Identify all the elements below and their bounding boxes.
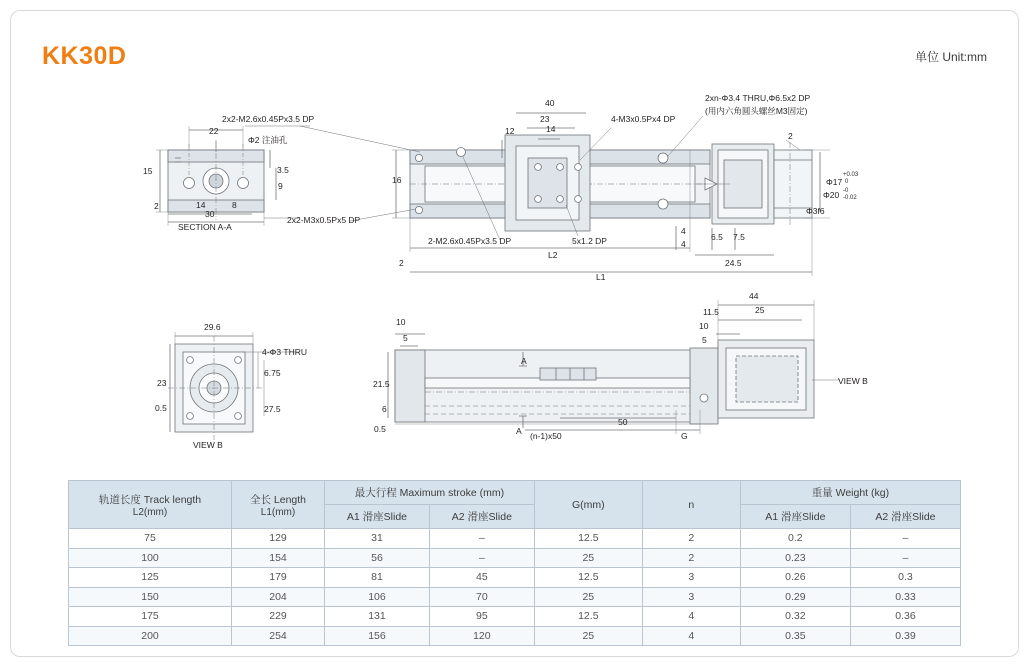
- dim-label: 10: [699, 321, 709, 331]
- specification-table: [68, 480, 961, 646]
- cell-weight-a2: –: [850, 529, 960, 549]
- col-total-length: 全长 Length: [249, 493, 307, 506]
- cell-l2: 175: [69, 607, 232, 627]
- col-g: G(mm): [571, 498, 605, 511]
- table-row: [69, 568, 961, 588]
- col-weight-a2: A2 滑座Slide: [875, 511, 936, 523]
- dim-label: 6.5: [711, 232, 723, 242]
- cell-n: 2: [642, 548, 740, 568]
- dim-label: L2: [548, 250, 558, 260]
- col-stroke-a2: A2 滑座Slide: [451, 511, 512, 523]
- dim-label: 2x2-M2.6x0.45Px3.5 DP: [222, 114, 315, 124]
- cell-g: 12.5: [534, 568, 642, 588]
- section-marker: A: [516, 426, 522, 436]
- dim-label: 2xn-Φ3.4 THRU,Φ6.5x2 DP: [705, 93, 811, 103]
- dim-label: 4: [681, 226, 686, 236]
- cell-stroke-a2: 95: [429, 607, 534, 627]
- view-caption: VIEW B: [838, 376, 868, 386]
- cell-weight-a2: 0.3: [850, 568, 960, 588]
- dim-label: 25: [755, 305, 765, 315]
- cell-l1: 204: [232, 587, 325, 607]
- tolerance-label: -0.02: [843, 195, 857, 201]
- cell-weight-a1: 0.26: [740, 568, 850, 588]
- col-total-length-unit: L1(mm): [260, 506, 296, 518]
- col-weight: 重量 Weight (kg): [811, 487, 890, 499]
- dim-label: Φ2 注油孔: [248, 135, 288, 145]
- col-weight-a1: A1 滑座Slide: [765, 511, 826, 523]
- cell-weight-a1: 0.32: [740, 607, 850, 627]
- dim-label: 8: [232, 200, 237, 210]
- cell-n: 4: [642, 607, 740, 627]
- cell-stroke-a1: 131: [325, 607, 430, 627]
- tolerance-label: 0: [845, 179, 849, 185]
- cell-weight-a2: 0.36: [850, 607, 960, 627]
- col-track-length-unit: L2(mm): [132, 506, 168, 518]
- cell-l1: 254: [232, 626, 325, 646]
- cell-n: 3: [642, 568, 740, 588]
- cell-weight-a2: –: [850, 548, 960, 568]
- table-row: [69, 626, 961, 646]
- cell-stroke-a1: 106: [325, 587, 430, 607]
- dim-label: Φ17: [826, 177, 843, 187]
- dim-label: 4-M3x0.5Px4 DP: [611, 114, 676, 124]
- cell-weight-a1: 0.35: [740, 626, 850, 646]
- dim-label: L1: [596, 272, 606, 282]
- cell-l1: 229: [232, 607, 325, 627]
- table-row: [69, 548, 961, 568]
- dim-label: (用内六角圆头螺丝M3固定): [705, 106, 808, 116]
- dim-label: Φ3f6: [806, 206, 825, 216]
- table-row: [69, 607, 961, 627]
- col-track-length: 轨道长度 Track length: [98, 493, 202, 506]
- dim-label: 40: [545, 98, 555, 108]
- dim-label: 23: [540, 114, 550, 124]
- cell-l2: 200: [69, 626, 232, 646]
- cell-g: 25: [534, 548, 642, 568]
- dim-label: 29.6: [204, 322, 221, 332]
- dim-label: 2: [788, 131, 793, 141]
- cell-n: 2: [642, 529, 740, 549]
- dim-label: 0.5: [155, 403, 167, 413]
- cell-l1: 179: [232, 568, 325, 588]
- cell-stroke-a1: 56: [325, 548, 430, 568]
- dim-label: 21.5: [373, 379, 390, 389]
- view-caption: VIEW B: [193, 440, 223, 450]
- tolerance-label: +0.03: [843, 172, 859, 178]
- cell-weight-a2: 0.33: [850, 587, 960, 607]
- cell-weight-a1: 0.29: [740, 587, 850, 607]
- dim-label: 23: [157, 378, 167, 388]
- cell-n: 4: [642, 626, 740, 646]
- dim-label: 10: [396, 317, 406, 327]
- dim-label: 3.5: [277, 165, 289, 175]
- section-marker: A: [521, 356, 527, 366]
- dim-label: 27.5: [264, 404, 281, 414]
- cell-stroke-a2: 45: [429, 568, 534, 588]
- cell-weight-a1: 0.23: [740, 548, 850, 568]
- cell-l2: 100: [69, 548, 232, 568]
- top-plan-view: [300, 113, 830, 276]
- dim-label: 2: [154, 201, 159, 211]
- dim-label: 22: [209, 126, 219, 136]
- dim-label: (n-1)x50: [530, 431, 562, 441]
- section-caption: SECTION A-A: [178, 222, 232, 232]
- dim-label: 5: [403, 333, 408, 343]
- cell-n: 3: [642, 587, 740, 607]
- cell-stroke-a2: –: [429, 529, 534, 549]
- cell-g: 12.5: [534, 529, 642, 549]
- dim-label: 6.75: [264, 368, 281, 378]
- dim-label: 2: [399, 258, 404, 268]
- dim-label: 2-M2.6x0.45Px3.5 DP: [428, 236, 512, 246]
- cell-l1: 154: [232, 548, 325, 568]
- dim-label: 15: [143, 166, 153, 176]
- col-n: n: [688, 498, 695, 511]
- cell-stroke-a2: –: [429, 548, 534, 568]
- tolerance-label: -0: [843, 188, 849, 194]
- side-elevation-view: [388, 300, 840, 434]
- dim-label: 11.5: [703, 307, 719, 317]
- table-row: [69, 529, 961, 549]
- dim-label: 44: [749, 291, 759, 301]
- cell-l2: 150: [69, 587, 232, 607]
- cell-g: 25: [534, 587, 642, 607]
- unit-note: 单位 Unit:mm: [914, 50, 987, 64]
- cell-stroke-a2: 70: [429, 587, 534, 607]
- dim-label: 6: [382, 404, 387, 414]
- dim-label: 50: [618, 417, 628, 427]
- dim-label: 4-Φ3 THRU: [262, 347, 308, 357]
- dim-label: Φ20: [823, 190, 840, 200]
- dim-label: 2x2-M3x0.5Px5 DP: [287, 215, 361, 225]
- cell-weight-a1: 0.2: [740, 529, 850, 549]
- dim-label: 16: [392, 175, 402, 185]
- cell-g: 25: [534, 626, 642, 646]
- dim-label: 7.5: [733, 232, 745, 242]
- dim-label: 4: [681, 239, 686, 249]
- dim-label: 9: [278, 181, 283, 191]
- dim-label: 24.5: [725, 258, 742, 268]
- cell-l1: 129: [232, 529, 325, 549]
- cell-stroke-a1: 81: [325, 568, 430, 588]
- dim-label: 30: [205, 209, 215, 219]
- dim-label: G: [681, 431, 688, 441]
- cell-weight-a2: 0.39: [850, 626, 960, 646]
- cell-stroke-a2: 120: [429, 626, 534, 646]
- col-max-stroke: 最大行程 Maximum stroke (mm): [354, 487, 505, 499]
- page-title: KK30D: [42, 42, 127, 70]
- dim-label: 12: [505, 126, 515, 136]
- cell-l2: 75: [69, 529, 232, 549]
- cell-stroke-a1: 31: [325, 529, 430, 549]
- dim-label: 14: [196, 200, 206, 210]
- cell-l2: 125: [69, 568, 232, 588]
- table-row: [69, 587, 961, 607]
- dim-label: 5: [702, 335, 707, 345]
- dim-label: 5x1.2 DP: [572, 236, 607, 246]
- cell-g: 12.5: [534, 607, 642, 627]
- dim-label: 0.5: [374, 424, 386, 434]
- cell-stroke-a1: 156: [325, 626, 430, 646]
- dim-label: 14: [546, 124, 556, 134]
- col-stroke-a1: A1 滑座Slide: [346, 511, 407, 523]
